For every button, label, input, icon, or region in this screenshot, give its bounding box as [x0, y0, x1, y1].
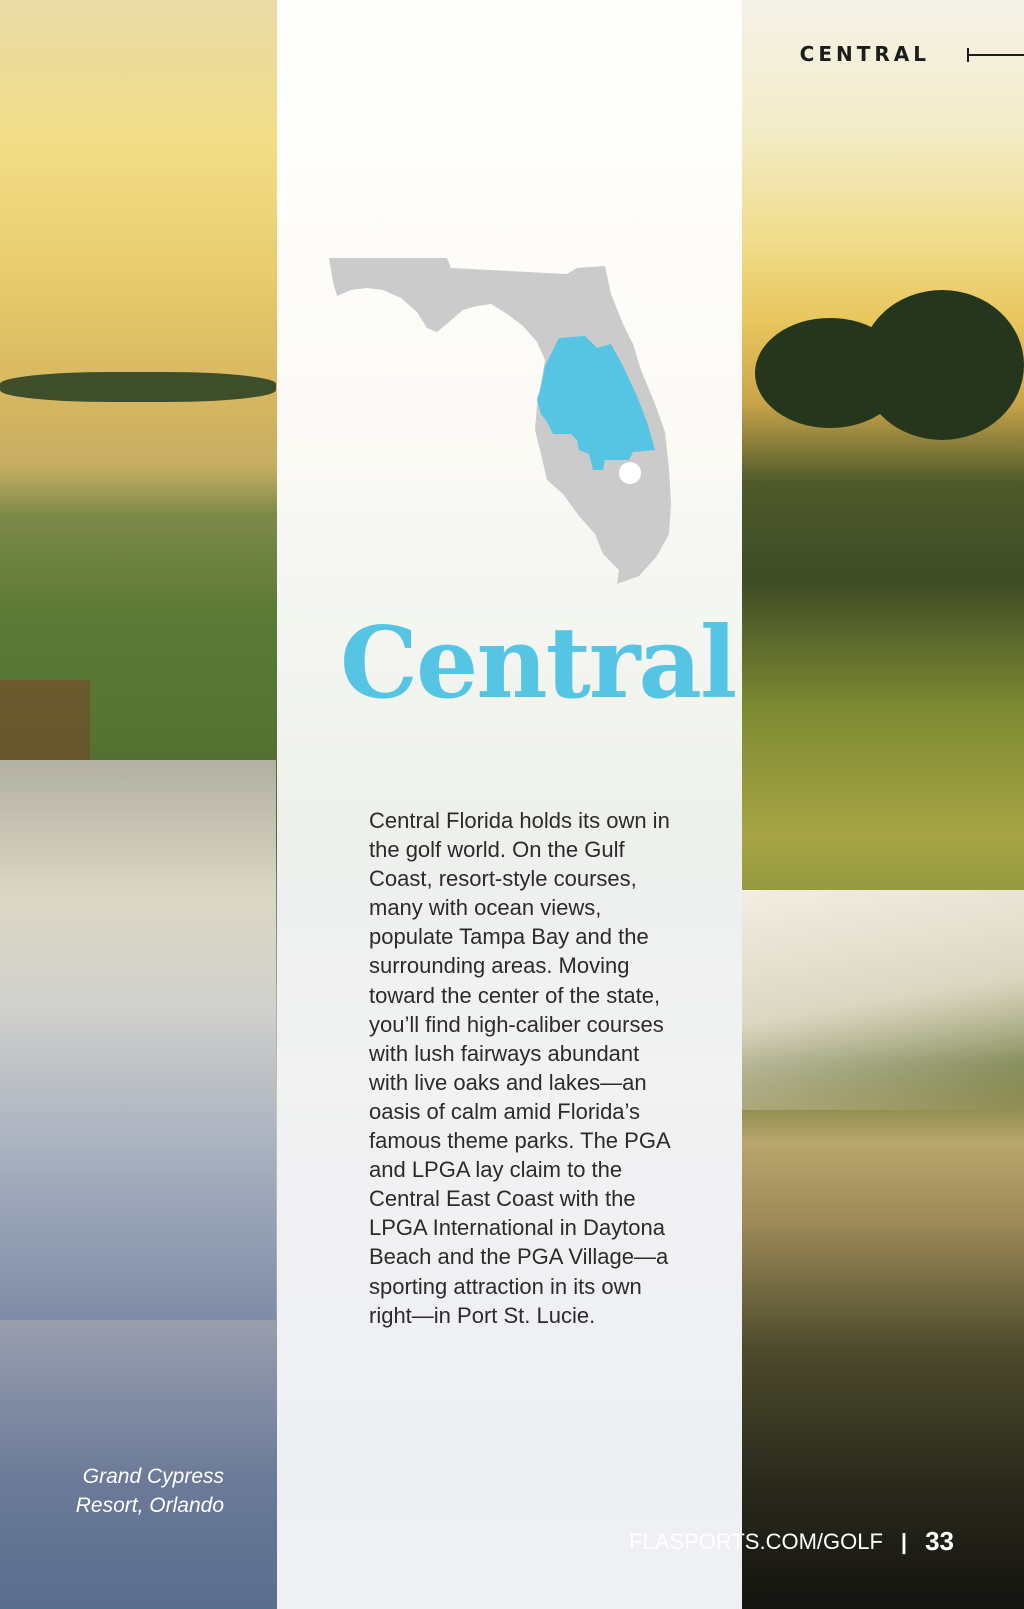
footer-separator: | — [900, 1528, 908, 1554]
caption-line-1: Grand Cypress — [82, 1465, 224, 1488]
section-rule-tick — [967, 48, 969, 62]
photo-left-water — [0, 760, 276, 1320]
page-footer — [629, 1526, 954, 1557]
photo-tree — [860, 290, 1024, 440]
florida-map — [327, 254, 687, 600]
photo-right-water — [742, 890, 1024, 1110]
photo-right — [742, 0, 1024, 1609]
section-rule — [967, 54, 1024, 56]
footer-website[interactable]: FLASPORTS.COM/GOLF — [629, 1528, 883, 1554]
page-number: 33 — [925, 1526, 954, 1556]
text-panel — [277, 0, 742, 1609]
photo-treeline — [0, 372, 276, 402]
photo-caption — [60, 1462, 224, 1520]
body-paragraph: Central Florida holds its own in the golf world. On the Gulf Coast, resort-style courses, many with ocean views, populate Tampa Bay and the surrounding areas. Moving toward the center of the state, you’ll find high-caliber courses with lush fairways abundant with live oaks and lakes—an oasis of calm amid Florida’s famous theme parks. The PGA and LPGA lay claim to the Central East Coast with the LPGA International in Daytona Beach and the PGA Village—a sporting attraction in its own right—in Port St. Lucie. — [369, 808, 670, 1328]
caption-line-2: Resort, Orlando — [75, 1494, 224, 1517]
section-label: CENTRAL — [799, 42, 930, 66]
page-title: Central — [340, 606, 736, 721]
lake-okeechobee — [619, 462, 641, 484]
